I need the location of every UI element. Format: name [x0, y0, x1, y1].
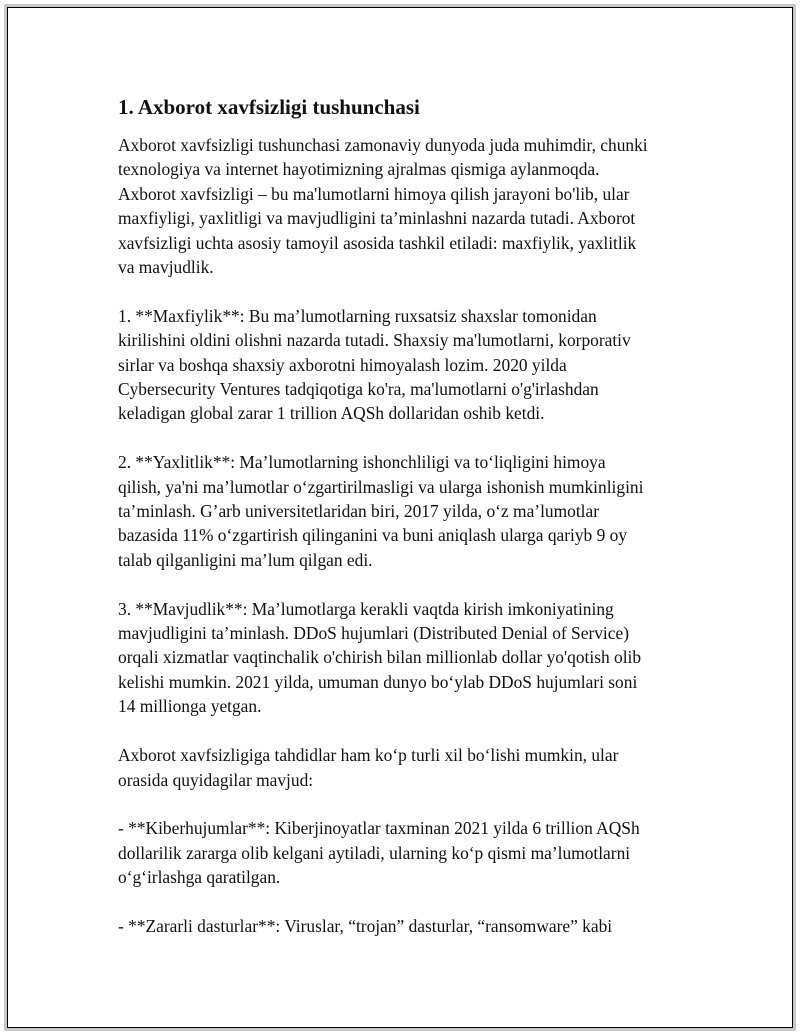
- text-line: Axborot xavfsizligi – bu ma'lumotlarni himoya qilish jarayoni bo'lib, ular: [118, 183, 630, 204]
- text-line: ta’minlash. G’arb universitetlaridan biri, 2017 yilda, o‘z ma’lumotlar: [118, 501, 600, 522]
- text-line: texnologiya va internet hayotimizning ajralmas qismiga aylanmoqda.: [118, 159, 600, 180]
- intro-paragraph: [118, 133, 688, 279]
- text-line: orqali xizmatlar vaqtinchalik o'chirish bilan millionlab dollar yo'qotish olib: [118, 647, 642, 668]
- text-line: bazasida 11% o‘zgartirish qilinganini va buni aniqlash ularga qariyb 9 oy: [118, 525, 628, 546]
- text-line: sirlar va boshqa shaxsiy axborotni himoyalash lozim. 2020 yilda: [118, 354, 567, 375]
- integrity-paragraph: [118, 450, 688, 572]
- text-line: Cybersecurity Ventures tadqiqotiga ko'ra, ma'lumotlarni o'g'irlashdan: [118, 379, 599, 400]
- document-body: [118, 92, 688, 963]
- text-line: - **Kiberhujumlar**: Kiberjinoyatlar taxminan 2021 yilda 6 trillion AQSh: [118, 818, 640, 839]
- text-line: o‘g‘irlashga qaratilgan.: [118, 867, 281, 888]
- malware-paragraph: [118, 914, 688, 938]
- text-line: qilish, ya'ni ma’lumotlar o‘zgartirilmasligi va ularga ishonish mumkinligini: [118, 476, 644, 497]
- threats-intro-paragraph: [118, 743, 688, 792]
- availability-paragraph: [118, 597, 688, 719]
- cyberattacks-paragraph: [118, 816, 688, 889]
- text-line: 14 millionga yetgan.: [118, 696, 262, 717]
- text-line: 3. **Mavjudlik**: Ma’lumotlarga kerakli vaqtda kirish imkoniyatining: [118, 598, 614, 619]
- text-line: Axborot xavfsizligi tushunchasi zamonaviy dunyoda juda muhimdir, chunki: [118, 135, 648, 155]
- text-line: kelishi mumkin. 2021 yilda, umuman dunyo bo‘ylab DDoS hujumlari soni: [118, 671, 638, 692]
- text-line: maxfiyligi, yaxlitligi va mavjudligini ta’minlashni nazarda tutadi. Axborot: [118, 208, 636, 229]
- text-line: orasida quyidagilar mavjud:: [118, 769, 314, 790]
- text-line: mavjudligini ta’minlash. DDoS hujumlari (Distributed Denial of Service): [118, 623, 629, 644]
- text-line: keladigan global zarar 1 trillion AQSh dollaridan oshib ketdi.: [118, 403, 545, 424]
- text-line: va mavjudlik.: [118, 257, 214, 278]
- text-line: talab qilganligini ma’lum qilgan edi.: [118, 549, 373, 570]
- text-line: xavfsizligi uchta asosiy tamoyil asosida tashkil etiladi: maxfiylik, yaxlitlik: [118, 232, 637, 253]
- text-line: 1. **Maxfiylik**: Bu ma’lumotlarning ruxsatsiz shaxslar tomonidan: [118, 305, 597, 326]
- confidentiality-paragraph: [118, 304, 688, 426]
- section-heading: 1. Axborot xavfsizligi tushunchasi: [118, 95, 420, 119]
- text-line: - **Zararli dasturlar**: Viruslar, “trojan” dasturlar, “ransomware” kabi: [118, 915, 613, 936]
- text-line: kirilishini oldini olishni nazarda tutadi. Shaxsiy ma'lumotlarni, korporativ: [118, 330, 631, 351]
- text-line: 2. **Yaxlitlik**: Ma’lumotlarning ishonchliligi va to‘liqligini himoya: [118, 452, 606, 473]
- text-line: dollarilik zararga olib kelgani aytiladi, ularning ko‘p qismi ma’lumotlarni: [118, 842, 631, 863]
- text-line: Axborot xavfsizligiga tahdidlar ham ko‘p turli xil bo‘lishi mumkin, ular: [118, 745, 619, 766]
